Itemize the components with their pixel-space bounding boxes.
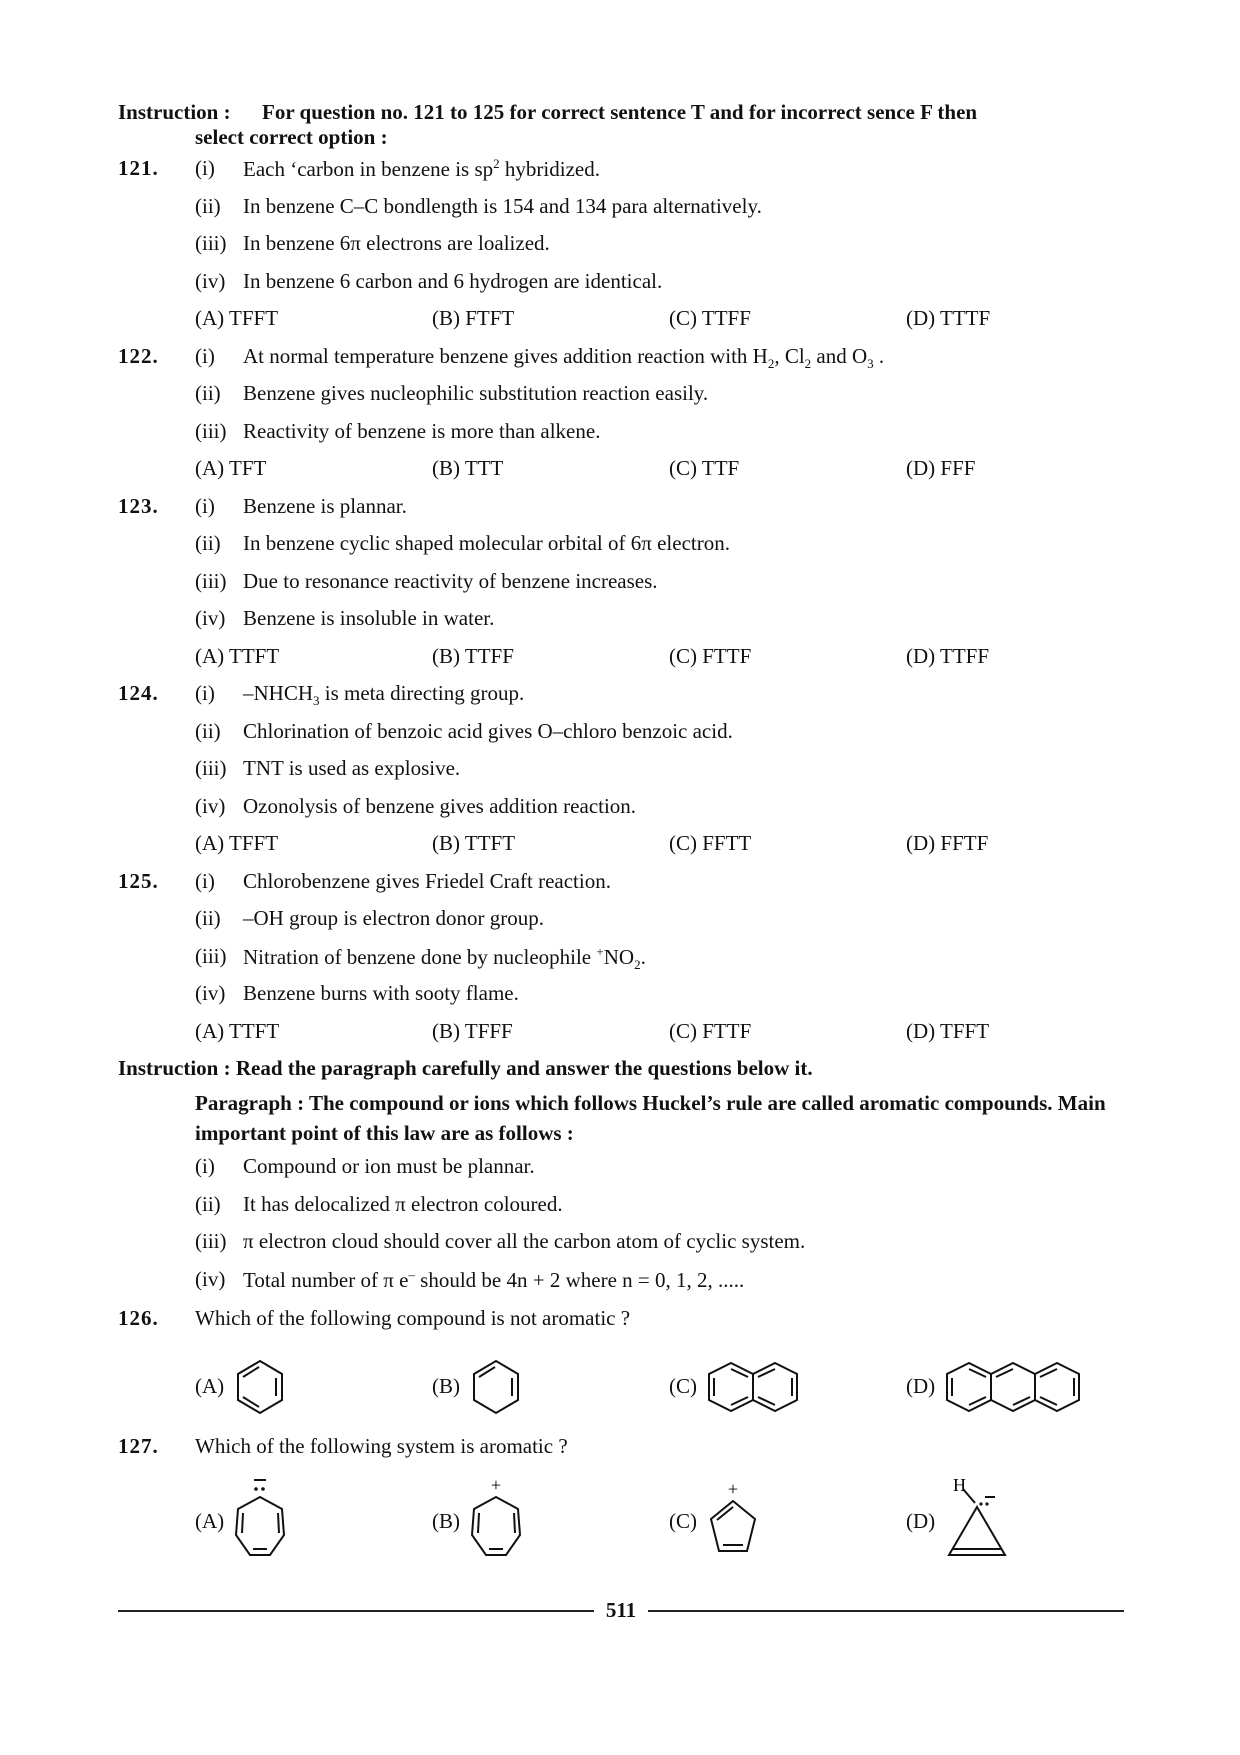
cyclohexadiene-structure (466, 1357, 526, 1417)
page-footer (118, 1598, 1124, 1623)
option-d[interactable]: (D) FFF (906, 456, 976, 481)
instruction-1 (118, 100, 1124, 150)
question-number: 123. (118, 493, 159, 518)
option-a[interactable]: (A) TFT (195, 456, 267, 481)
option-d[interactable]: (D) TFFT (906, 1018, 990, 1043)
question-127 (118, 1434, 1124, 1572)
statement: (iv) Benzene is insoluble in water. (195, 606, 495, 631)
option-a[interactable]: (A) TTFT (195, 1018, 280, 1043)
instruction-2 (118, 1056, 1124, 1081)
options (195, 456, 1143, 494)
statement: (i) Chlorobenzene gives Friedel Craft reaction. (195, 868, 611, 893)
statement: (iv) Ozonolysis of benzene gives addition reaction. (195, 793, 637, 818)
statement: (ii) Benzene gives nucleophilic substitution reaction easily. (195, 381, 709, 406)
option-b[interactable]: (B) FTFT (432, 306, 515, 331)
instruction-label: Instruction : (118, 1056, 231, 1081)
option-b[interactable]: (B) TFFF (432, 1018, 513, 1043)
question-123 (118, 494, 1124, 682)
statement: (iii) Nitration of benzene done by nucleophile $^+NO_2$. (195, 943, 646, 973)
paragraph: Paragraph : The compound or ions which follows Huckel’s rule are called aromatic compounds. Main important point of this law are as follows : (195, 1090, 1106, 1145)
statement: (ii) –OH group is electron donor group. (195, 906, 544, 931)
paragraph-point: (iv) Total number of π e– should be 4n + 2 where n = 0, 1, 2, ..... (195, 1266, 745, 1292)
option-b[interactable]: (B) TTFF (432, 643, 514, 668)
statement: (i) At normal temperature benzene gives addition reaction with $H_2$, $Cl_2$ and $O_3$ . (195, 343, 885, 372)
statement: (ii) In benzene cyclic shaped molecular orbital of 6π electron. (195, 531, 730, 556)
instruction-text: Read the paragraph carefully and answer the questions below it. (235, 1056, 813, 1081)
option-d[interactable]: (D) TTTF (906, 306, 991, 331)
option-c[interactable]: (C) + (669, 1475, 906, 1567)
statement: (iv) In benzene 6 carbon and 6 hydrogen are identical. (195, 268, 663, 293)
options (195, 644, 1143, 682)
question-text: Which of the following compound is not aromatic ? (195, 1306, 631, 1331)
option-a[interactable]: (A) TTFT (195, 643, 280, 668)
question-number: 126. (118, 1306, 159, 1331)
svg-text:+: + (490, 1475, 502, 1496)
option-d[interactable]: (D) TTFF (906, 643, 990, 668)
question-121 (118, 156, 1124, 344)
option-a[interactable]: (A) (195, 1475, 432, 1567)
statement: (ii) Chlorination of benzoic acid gives O–chloro benzoic acid. (195, 718, 733, 743)
structure-options (195, 1344, 1143, 1430)
anthracene-structure (941, 1357, 1085, 1417)
statement: (i) $-NHCH_3$ is meta directing group. (195, 681, 525, 709)
question-number: 121. (118, 156, 159, 181)
naphthalene-structure (703, 1357, 803, 1417)
options (195, 831, 1143, 869)
question-122 (118, 344, 1124, 494)
statement: (iii) Due to resonance reactivity of benzene increases. (195, 568, 658, 593)
cycloheptatrienyl-cation-structure (466, 1475, 526, 1567)
option-a[interactable]: (A) (195, 1357, 432, 1417)
page-number: 511 (605, 1598, 637, 1622)
question-125 (118, 869, 1124, 1057)
cycloheptatrienyl-anion-structure (230, 1475, 290, 1567)
question-number: 125. (118, 868, 159, 893)
paragraph-point: (iii) π electron cloud should cover all the carbon atom of cyclic system. (195, 1229, 806, 1254)
statement: (ii) In benzene C–C bondlength is 154 and 134 para alternatively. (195, 193, 762, 218)
question-number: 124. (118, 681, 159, 706)
instruction-text-cont: select correct option : (195, 125, 388, 150)
option-b[interactable]: (B) + (432, 1475, 669, 1567)
paragraph-point: (i) Compound or ion must be plannar. (195, 1154, 535, 1179)
svg-text:H: H (953, 1475, 967, 1496)
option-c[interactable]: (C) (669, 1357, 906, 1417)
question-number: 122. (118, 343, 159, 368)
instruction-label: Instruction : (118, 100, 231, 124)
option-d[interactable]: (D) FFTF (906, 831, 989, 856)
option-a[interactable]: (A) TFFT (195, 306, 279, 331)
footer-rule-right (648, 1610, 1124, 1612)
option-c[interactable]: (C) FTTF (669, 1018, 752, 1043)
statement: (iii) In benzene 6π electrons are loalized. (195, 231, 550, 256)
option-c[interactable]: (C) TTFF (669, 306, 751, 331)
option-b[interactable]: (B) (432, 1357, 669, 1417)
cyclopropenyl-anion-structure (941, 1475, 1013, 1567)
options (195, 1019, 1143, 1057)
option-d[interactable]: (D) (906, 1357, 1143, 1417)
instruction-text: For question no. 121 to 125 for correct sentence T and for incorrect sence F then (262, 100, 978, 124)
question-126 (118, 1306, 1124, 1430)
page-content (118, 100, 1124, 1571)
footer-rule-left (118, 1610, 594, 1612)
option-c[interactable]: (C) TTF (669, 456, 740, 481)
option-a[interactable]: (A) TFFT (195, 831, 279, 856)
paragraph-point: (ii) It has delocalized π electron coloured. (195, 1191, 563, 1216)
cyclopentadienyl-cation-structure (703, 1475, 763, 1567)
option-c[interactable]: (C) FFTT (669, 831, 752, 856)
statement: (i) Benzene is plannar. (195, 493, 407, 518)
question-text: Which of the following system is aromatic ? (195, 1433, 568, 1458)
statement: (i) Each ‘carbon in benzene is $sp^2$ hybridized. (195, 156, 600, 182)
options (195, 306, 1143, 344)
option-d[interactable]: (D) H (906, 1475, 1143, 1567)
question-number: 127. (118, 1433, 159, 1458)
svg-text:+: + (727, 1479, 739, 1500)
structure-options (195, 1471, 1143, 1571)
option-b[interactable]: (B) TTFT (432, 831, 516, 856)
question-124 (118, 681, 1124, 869)
option-b[interactable]: (B) TTT (432, 456, 504, 481)
statement: (iv) Benzene burns with sooty flame. (195, 981, 519, 1006)
statement: (iii) Reactivity of benzene is more than alkene. (195, 418, 601, 443)
option-c[interactable]: (C) FTTF (669, 643, 752, 668)
benzene-structure (230, 1357, 290, 1417)
statement: (iii) TNT is used as explosive. (195, 756, 461, 781)
